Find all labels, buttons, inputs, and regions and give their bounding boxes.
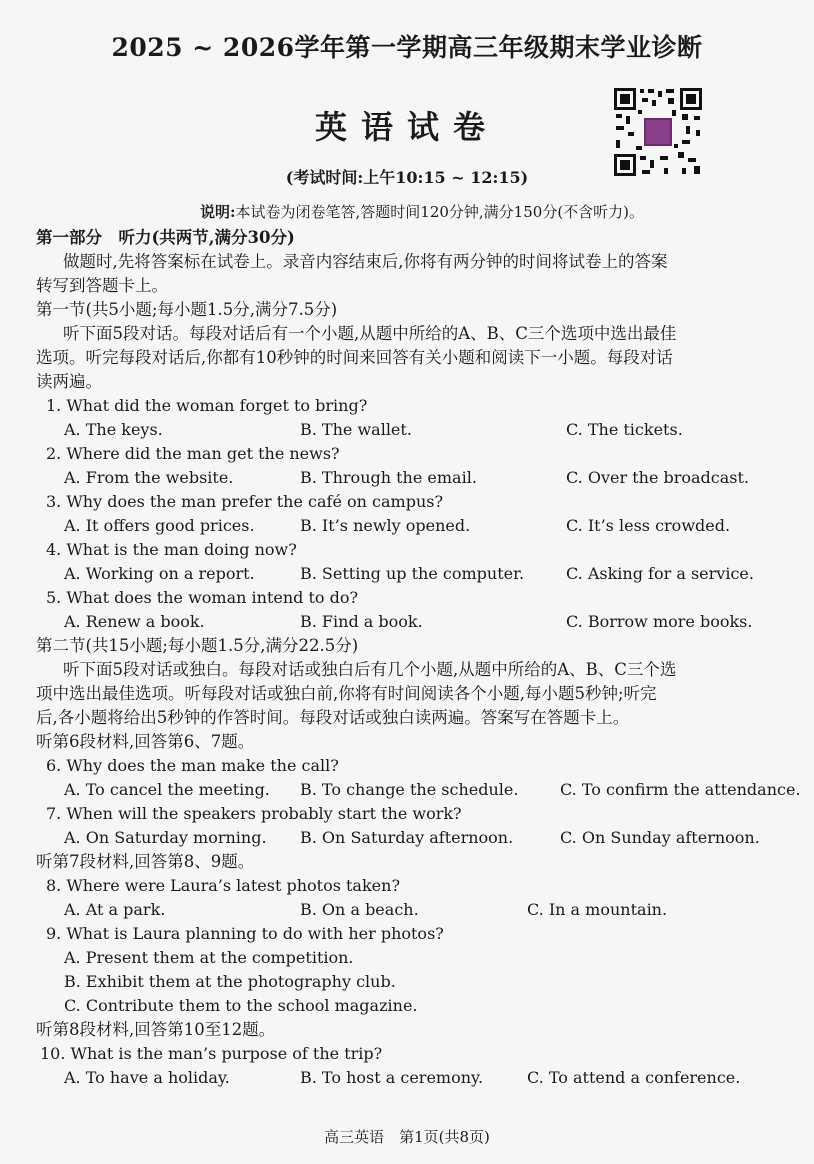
option-a: A. On Saturday morning. bbox=[64, 828, 267, 847]
section2-intro-line1: 听下面5段对话或独白。每段对话或独白后有几个小题,从题中所给的A、B、C三个选 bbox=[63, 660, 677, 679]
option-a: A. At a park. bbox=[64, 900, 166, 919]
section2-intro-line3: 后,各小题将给出5秒钟的作答时间。每段对话或独白读两遍。答案写在答题卡上。 bbox=[36, 708, 630, 727]
exam-time: (考试时间:上午10:15 ~ 12:15) bbox=[285, 168, 529, 187]
question-stem: 5. What does the woman intend to do? bbox=[46, 588, 359, 607]
option-c: C. Borrow more books. bbox=[566, 612, 753, 631]
option-c: C. In a mountain. bbox=[527, 900, 668, 919]
option-c: C. Over the broadcast. bbox=[566, 468, 750, 487]
option-a: A. Working on a report. bbox=[64, 564, 255, 583]
option-b: B. Through the email. bbox=[300, 468, 477, 487]
question-stem: 3. Why does the man prefer the café on campus? bbox=[46, 492, 444, 511]
section1-intro-line1: 听下面5段对话。每段对话后有一个小题,从题中所给的A、B、C三个选项中选出最佳 bbox=[63, 324, 677, 343]
option-b: B. It’s newly opened. bbox=[300, 516, 471, 535]
option-c: C. On Sunday afternoon. bbox=[560, 828, 760, 847]
option-a: A. Renew a book. bbox=[64, 612, 205, 631]
option-c: C. To confirm the attendance. bbox=[560, 780, 801, 799]
option-a: A. The keys. bbox=[64, 420, 163, 439]
option-b: B. To change the schedule. bbox=[300, 780, 519, 799]
part1-intro-line1: 做题时,先将答案标在试卷上。录音内容结束后,你将有两分钟的时间将试卷上的答案 bbox=[63, 252, 668, 271]
section1-heading: 第一节(共5小题;每小题1.5分,满分7.5分) bbox=[36, 300, 338, 319]
question-stem: 6. Why does the man make the call? bbox=[46, 756, 339, 775]
option-b: B. Exhibit them at the photography club. bbox=[64, 972, 396, 991]
question-stem: 2. Where did the man get the news? bbox=[46, 444, 340, 463]
option-c: C. The tickets. bbox=[566, 420, 683, 439]
option-b: B. To host a ceremony. bbox=[300, 1068, 484, 1087]
option-a: A. To have a holiday. bbox=[64, 1068, 230, 1087]
question-stem: 10. What is the man’s purpose of the trip? bbox=[40, 1044, 383, 1063]
question-stem: 9. What is Laura planning to do with her photos? bbox=[46, 924, 444, 943]
option-b: B. Setting up the computer. bbox=[300, 564, 525, 583]
option-b: B. On Saturday afternoon. bbox=[300, 828, 514, 847]
section1-intro-line2: 选项。听完每段对话后,你都有10秒钟的时间来回答有关小题和阅读下一小题。每段对话 bbox=[36, 348, 673, 367]
section2-heading: 第二节(共15小题;每小题1.5分,满分22.5分) bbox=[36, 636, 359, 655]
question-stem: 4. What is the man doing now? bbox=[46, 540, 297, 559]
part1-intro-line2: 转写到答题卡上。 bbox=[36, 276, 168, 295]
option-b: B. On a beach. bbox=[300, 900, 419, 919]
material-6-heading: 听第6段材料,回答第6、7题。 bbox=[36, 732, 255, 751]
option-a: A. To cancel the meeting. bbox=[64, 780, 270, 799]
page-footer: 高三英语 第1页(共8页) bbox=[324, 1128, 490, 1146]
material-7-heading: 听第7段材料,回答第8、9题。 bbox=[36, 852, 255, 871]
option-b: B. Find a book. bbox=[300, 612, 423, 631]
question-stem: 1. What did the woman forget to bring? bbox=[46, 396, 368, 415]
option-a: A. Present them at the competition. bbox=[64, 948, 354, 967]
exam-title: 2025 ~ 2026学年第一学期高三年级期末学业诊断 bbox=[111, 33, 703, 62]
exam-note bbox=[0, 201, 814, 222]
option-b: B. The wallet. bbox=[300, 420, 412, 439]
option-c: C. It’s less crowded. bbox=[566, 516, 731, 535]
part1-heading: 第一部分 听力(共两节,满分30分) bbox=[36, 228, 295, 247]
option-c: C. To attend a conference. bbox=[527, 1068, 741, 1087]
option-a: A. From the website. bbox=[64, 468, 234, 487]
question-stem: 8. Where were Laura’s latest photos taken? bbox=[46, 876, 401, 895]
subject-title: 英语试卷 bbox=[314, 108, 499, 146]
material-8-heading: 听第8段材料,回答第10至12题。 bbox=[36, 1020, 276, 1039]
note-text: 本试卷为闭卷笔答,答题时间120分钟,满分150分(不含听力)。 bbox=[235, 203, 645, 221]
option-c: C. Contribute them to the school magazine. bbox=[64, 996, 418, 1015]
section2-intro-line2: 项中选出最佳选项。听每段对话或独白前,你将有时间阅读各个小题,每小题5秒钟;听完 bbox=[36, 684, 657, 703]
question-stem: 7. When will the speakers probably start the work? bbox=[46, 804, 462, 823]
note-label: 说明: bbox=[199, 203, 236, 221]
section1-intro-line3: 读两遍。 bbox=[36, 372, 102, 391]
option-c: C. Asking for a service. bbox=[566, 564, 754, 583]
option-a: A. It offers good prices. bbox=[64, 516, 255, 535]
